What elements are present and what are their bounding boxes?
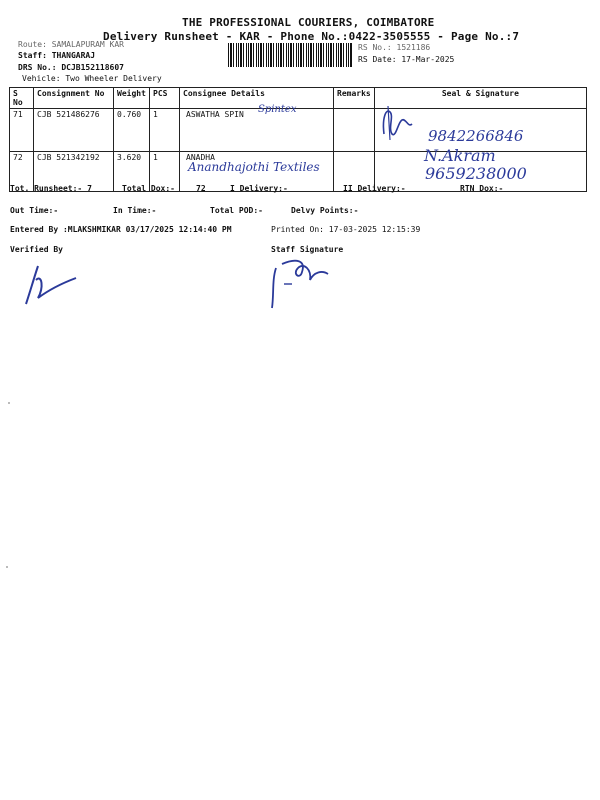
cell-remarks bbox=[334, 109, 375, 152]
out-time: Out Time:- bbox=[10, 206, 59, 215]
rtn-dox: RTN Dox:- bbox=[460, 184, 504, 193]
cell-pcs: 1 bbox=[150, 152, 180, 192]
staff-label: Staff: THANGARAJ bbox=[18, 51, 96, 60]
scan-speck bbox=[8, 402, 10, 404]
cell-weight: 0.760 bbox=[114, 109, 150, 152]
verified-signature bbox=[20, 262, 80, 308]
col-weight: Weight bbox=[114, 88, 150, 109]
ii-delivery: II Delivery:- bbox=[343, 184, 406, 193]
verified-by-label: Verified By bbox=[10, 245, 63, 254]
drs-number: DRS No.: DCJB152118607 bbox=[18, 63, 124, 72]
rs-number: RS No.: 1521186 bbox=[358, 43, 431, 52]
cell-weight: 3.620 bbox=[114, 152, 150, 192]
runsheet-subtitle: Delivery Runsheet - KAR - Phone No.:0422-3505555 - Page No.:7 bbox=[103, 30, 520, 43]
col-consignee: Consignee Details bbox=[180, 88, 334, 109]
total-dox-value: 72 bbox=[196, 184, 206, 193]
col-remarks: Remarks bbox=[334, 88, 375, 109]
entered-by: Entered By :MLAKSHMIKAR 03/17/2025 12:14:40 PM bbox=[10, 225, 232, 234]
cell-consignee: ANADHA bbox=[180, 152, 334, 192]
i-delivery: I Delivery:- bbox=[230, 184, 288, 193]
in-time: In Time:- bbox=[113, 206, 157, 215]
col-consignment: Consignment No bbox=[34, 88, 114, 109]
cell-consignment: CJB 521342192 bbox=[34, 152, 114, 192]
staff-signature-label: Staff Signature bbox=[271, 245, 344, 254]
total-dox-label: Total Dox:- bbox=[122, 184, 175, 193]
barcode-image bbox=[228, 43, 352, 67]
cell-sno: 72 bbox=[10, 152, 34, 192]
staff-signature bbox=[262, 250, 334, 314]
handwritten-note-row2: Anandhajothi Textiles bbox=[188, 160, 320, 174]
col-sno: S No bbox=[10, 88, 34, 109]
handwritten-name-row2: N.Akram bbox=[424, 146, 496, 165]
col-seal-signature: Seal & Signature bbox=[374, 88, 586, 109]
total-pod: Total POD:- bbox=[210, 206, 263, 215]
route-label: Route: SAMALAPURAM KAR bbox=[18, 40, 124, 49]
handwritten-phone-row2: 9659238000 bbox=[425, 164, 527, 183]
rs-date: RS Date: 17-Mar-2025 bbox=[358, 55, 455, 64]
scan-speck bbox=[6, 566, 8, 568]
cell-pcs: 1 bbox=[150, 109, 180, 152]
col-pcs: PCS bbox=[150, 88, 180, 109]
handwritten-note-row1: Spintex bbox=[258, 104, 297, 115]
handwritten-signature-row1 bbox=[378, 104, 414, 142]
tot-runsheet: Tot. Runsheet:- 7 bbox=[10, 184, 92, 193]
table-header-row bbox=[10, 88, 587, 109]
delvy-points: Delvy Points:- bbox=[291, 206, 359, 215]
company-title: THE PROFESSIONAL COURIERS, COIMBATORE bbox=[182, 16, 435, 29]
handwritten-phone-row1: 9842266846 bbox=[428, 127, 524, 145]
vehicle-label: Vehicle: Two Wheeler Delivery bbox=[22, 74, 162, 83]
printed-on: Printed On: 17-03-2025 12:15:39 bbox=[271, 225, 421, 234]
cell-sno: 71 bbox=[10, 109, 34, 152]
cell-consignee: ASWATHA SPIN bbox=[180, 109, 334, 152]
cell-consignment: CJB 521486276 bbox=[34, 109, 114, 152]
